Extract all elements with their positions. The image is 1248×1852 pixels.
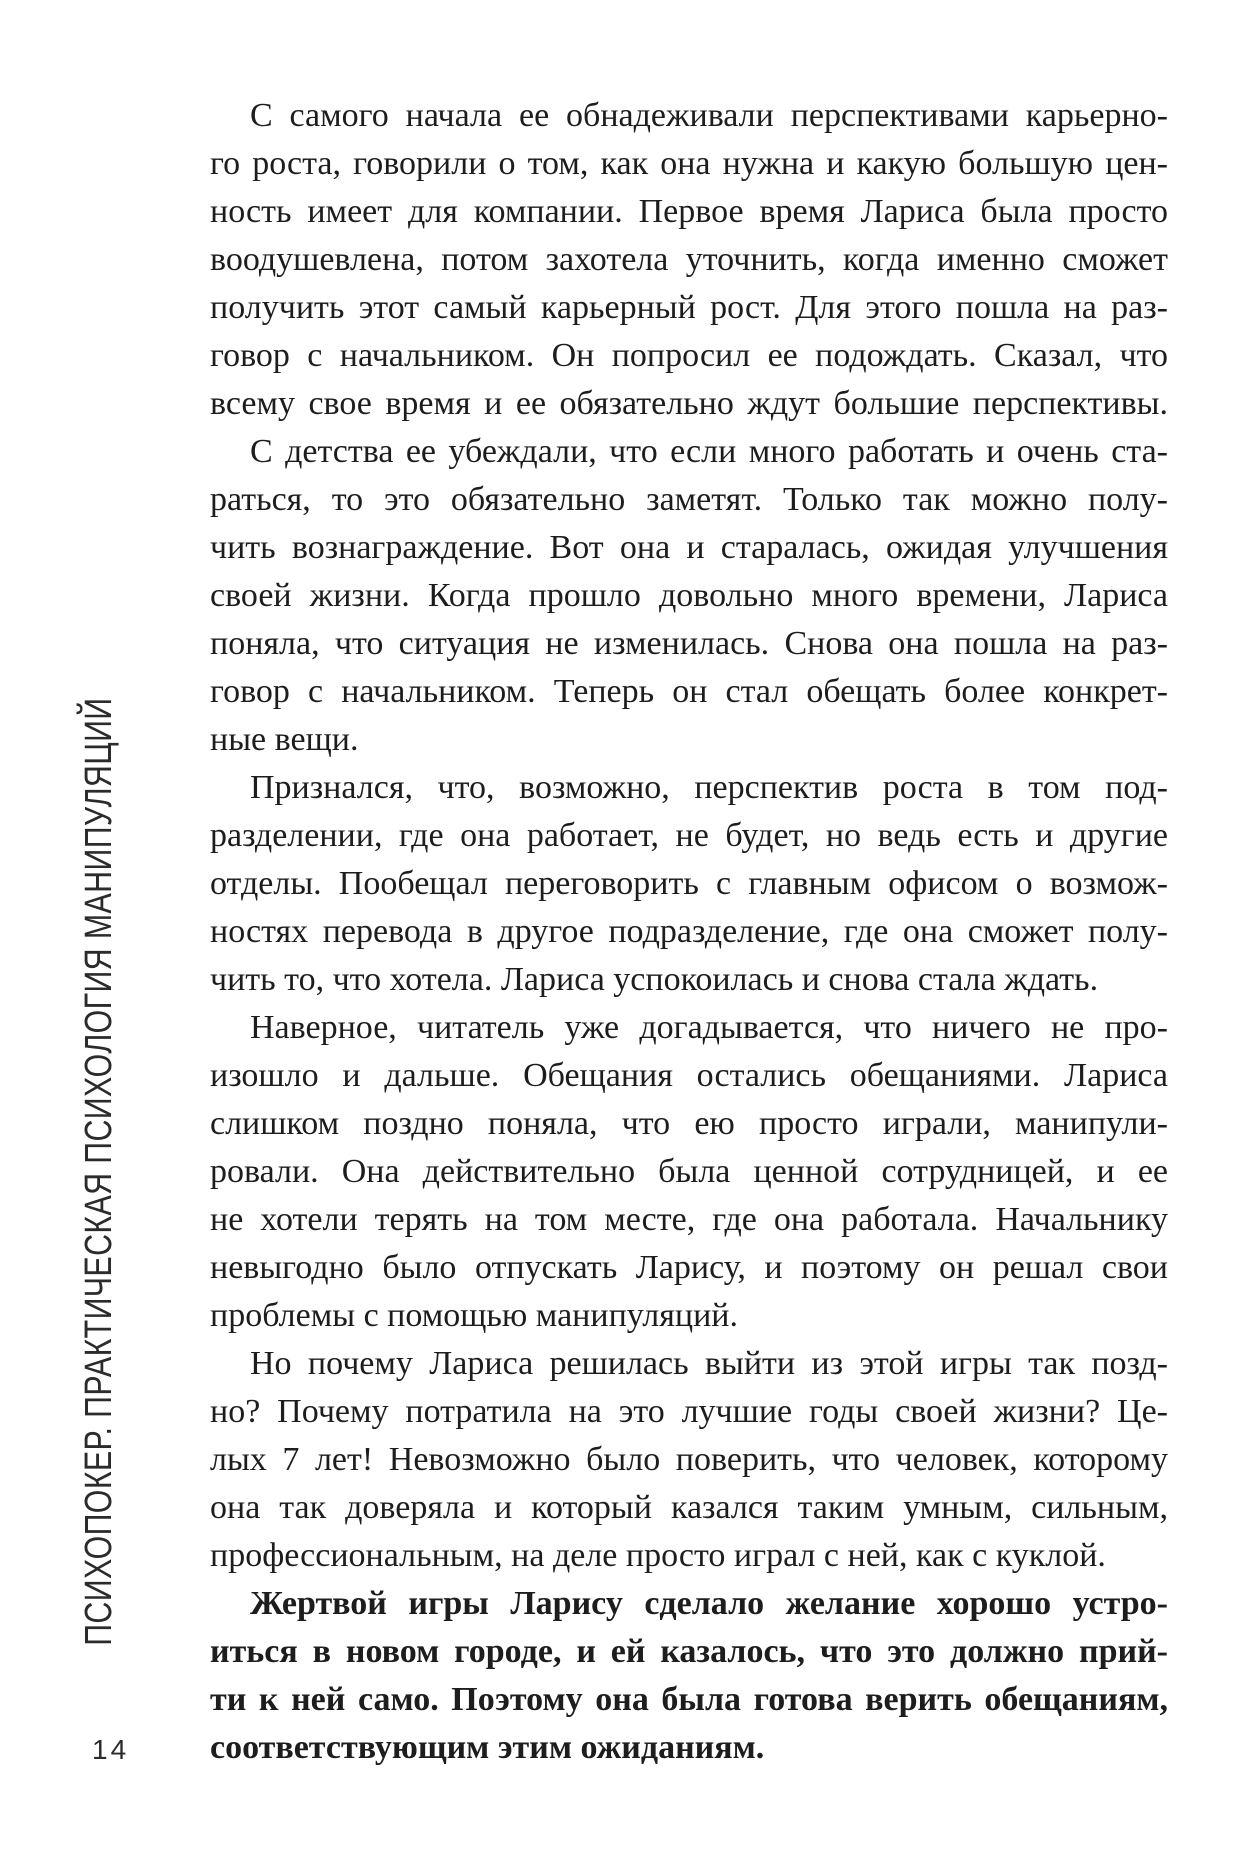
text-line: говор с начальником. Он попросил ее подождать. Сказал, что	[210, 337, 1168, 374]
text-line: изошло и дальше. Обещания остались обещаниями. Лариса	[210, 1057, 1168, 1094]
body-text	[210, 92, 1168, 1772]
text-line: чить то, что хотела. Лариса успокоилась и снова стала ждать.	[210, 961, 1099, 998]
text-line: она так доверяла и который казался таким умным, сильным,	[210, 1489, 1168, 1526]
text-line: невыгодно было отпускать Ларису, и поэтому он решал свои	[210, 1249, 1169, 1286]
text-line: получить этот самый карьерный рост. Для этого пошла на раз-	[210, 289, 1168, 326]
text-line: Признался, что, возможно, перспектив роста в том под-	[250, 769, 1168, 806]
text-line: ровали. Она действительно была ценной сотрудницей, и ее	[210, 1153, 1169, 1190]
text-line: воодушевлена, потом захотела уточнить, когда именно сможет	[210, 241, 1168, 278]
running-head: ПСИХОПОКЕР. ПРАКТИЧЕСКАЯ ПСИХОЛОГИЯ МАНИПУЛЯЦИЙ	[78, 697, 120, 1646]
text-line: разделении, где она работает, не будет, но ведь есть и другие	[210, 817, 1168, 854]
text-line: говор с начальником. Теперь он стал обещать более конкрет-	[210, 673, 1168, 710]
paragraph	[210, 92, 1168, 428]
page-number: 14	[92, 1734, 130, 1765]
paragraph	[210, 1340, 1168, 1580]
text-line: ные вещи.	[210, 721, 359, 758]
emphasized-paragraph	[210, 1580, 1168, 1772]
text-line: поняла, что ситуация не изменилась. Снова она пошла на раз-	[210, 625, 1168, 662]
text-line: го роста, говорили о том, как она нужна и какую большую цен-	[210, 145, 1168, 182]
text-line: лых 7 лет! Невозможно было поверить, что человек, которому	[210, 1441, 1168, 1478]
text-line: ность имеет для компании. Первое время Лариса была просто	[210, 193, 1168, 230]
text-line: Но почему Лариса решилась выйти из этой игры так позд-	[250, 1345, 1168, 1382]
text-line: чить вознаграждение. Вот она и старалась, ожидая улучшения	[210, 529, 1169, 566]
text-line: профессиональным, на деле просто играл с ней, как с куклой.	[210, 1537, 1106, 1574]
text-line: не хотели терять на том месте, где она работала. Начальнику	[210, 1201, 1168, 1238]
text-line: соответствующим этим ожиданиям.	[210, 1729, 765, 1766]
paragraph	[210, 764, 1168, 1004]
text-line: своей жизни. Когда прошло довольно много времени, Лариса	[210, 577, 1168, 614]
text-line: Жертвой игры Ларису сделало желание хорошо устро-	[250, 1585, 1168, 1622]
text-line: всему свое время и ее обязательно ждут большие перспективы.	[210, 385, 1168, 422]
paragraph	[210, 1004, 1168, 1340]
text-line: ностях перевода в другое подразделение, где она сможет полу-	[210, 913, 1168, 950]
text-line: но? Почему потратила на это лучшие годы своей жизни? Це-	[210, 1393, 1168, 1430]
text-line: отделы. Пообещал переговорить с главным офисом о возмож-	[210, 865, 1168, 902]
text-line: ти к ней само. Поэтому она была готова верить обещаниям,	[210, 1681, 1168, 1718]
text-line: слишком поздно поняла, что ею просто играли, манипули-	[210, 1105, 1168, 1142]
text-line: проблемы с помощью манипуляций.	[210, 1297, 738, 1334]
text-line: раться, то это обязательно заметят. Только так можно полу-	[210, 481, 1168, 518]
text-line: С детства ее убеждали, что если много работать и очень ста-	[250, 433, 1168, 470]
paragraph	[210, 428, 1168, 764]
text-line: С самого начала ее обнадеживали перспективами карьерно-	[250, 97, 1168, 134]
text-line: иться в новом городе, и ей казалось, что это должно прий-	[210, 1633, 1168, 1670]
text-line: Наверное, читатель уже догадывается, что ничего не про-	[250, 1009, 1168, 1046]
